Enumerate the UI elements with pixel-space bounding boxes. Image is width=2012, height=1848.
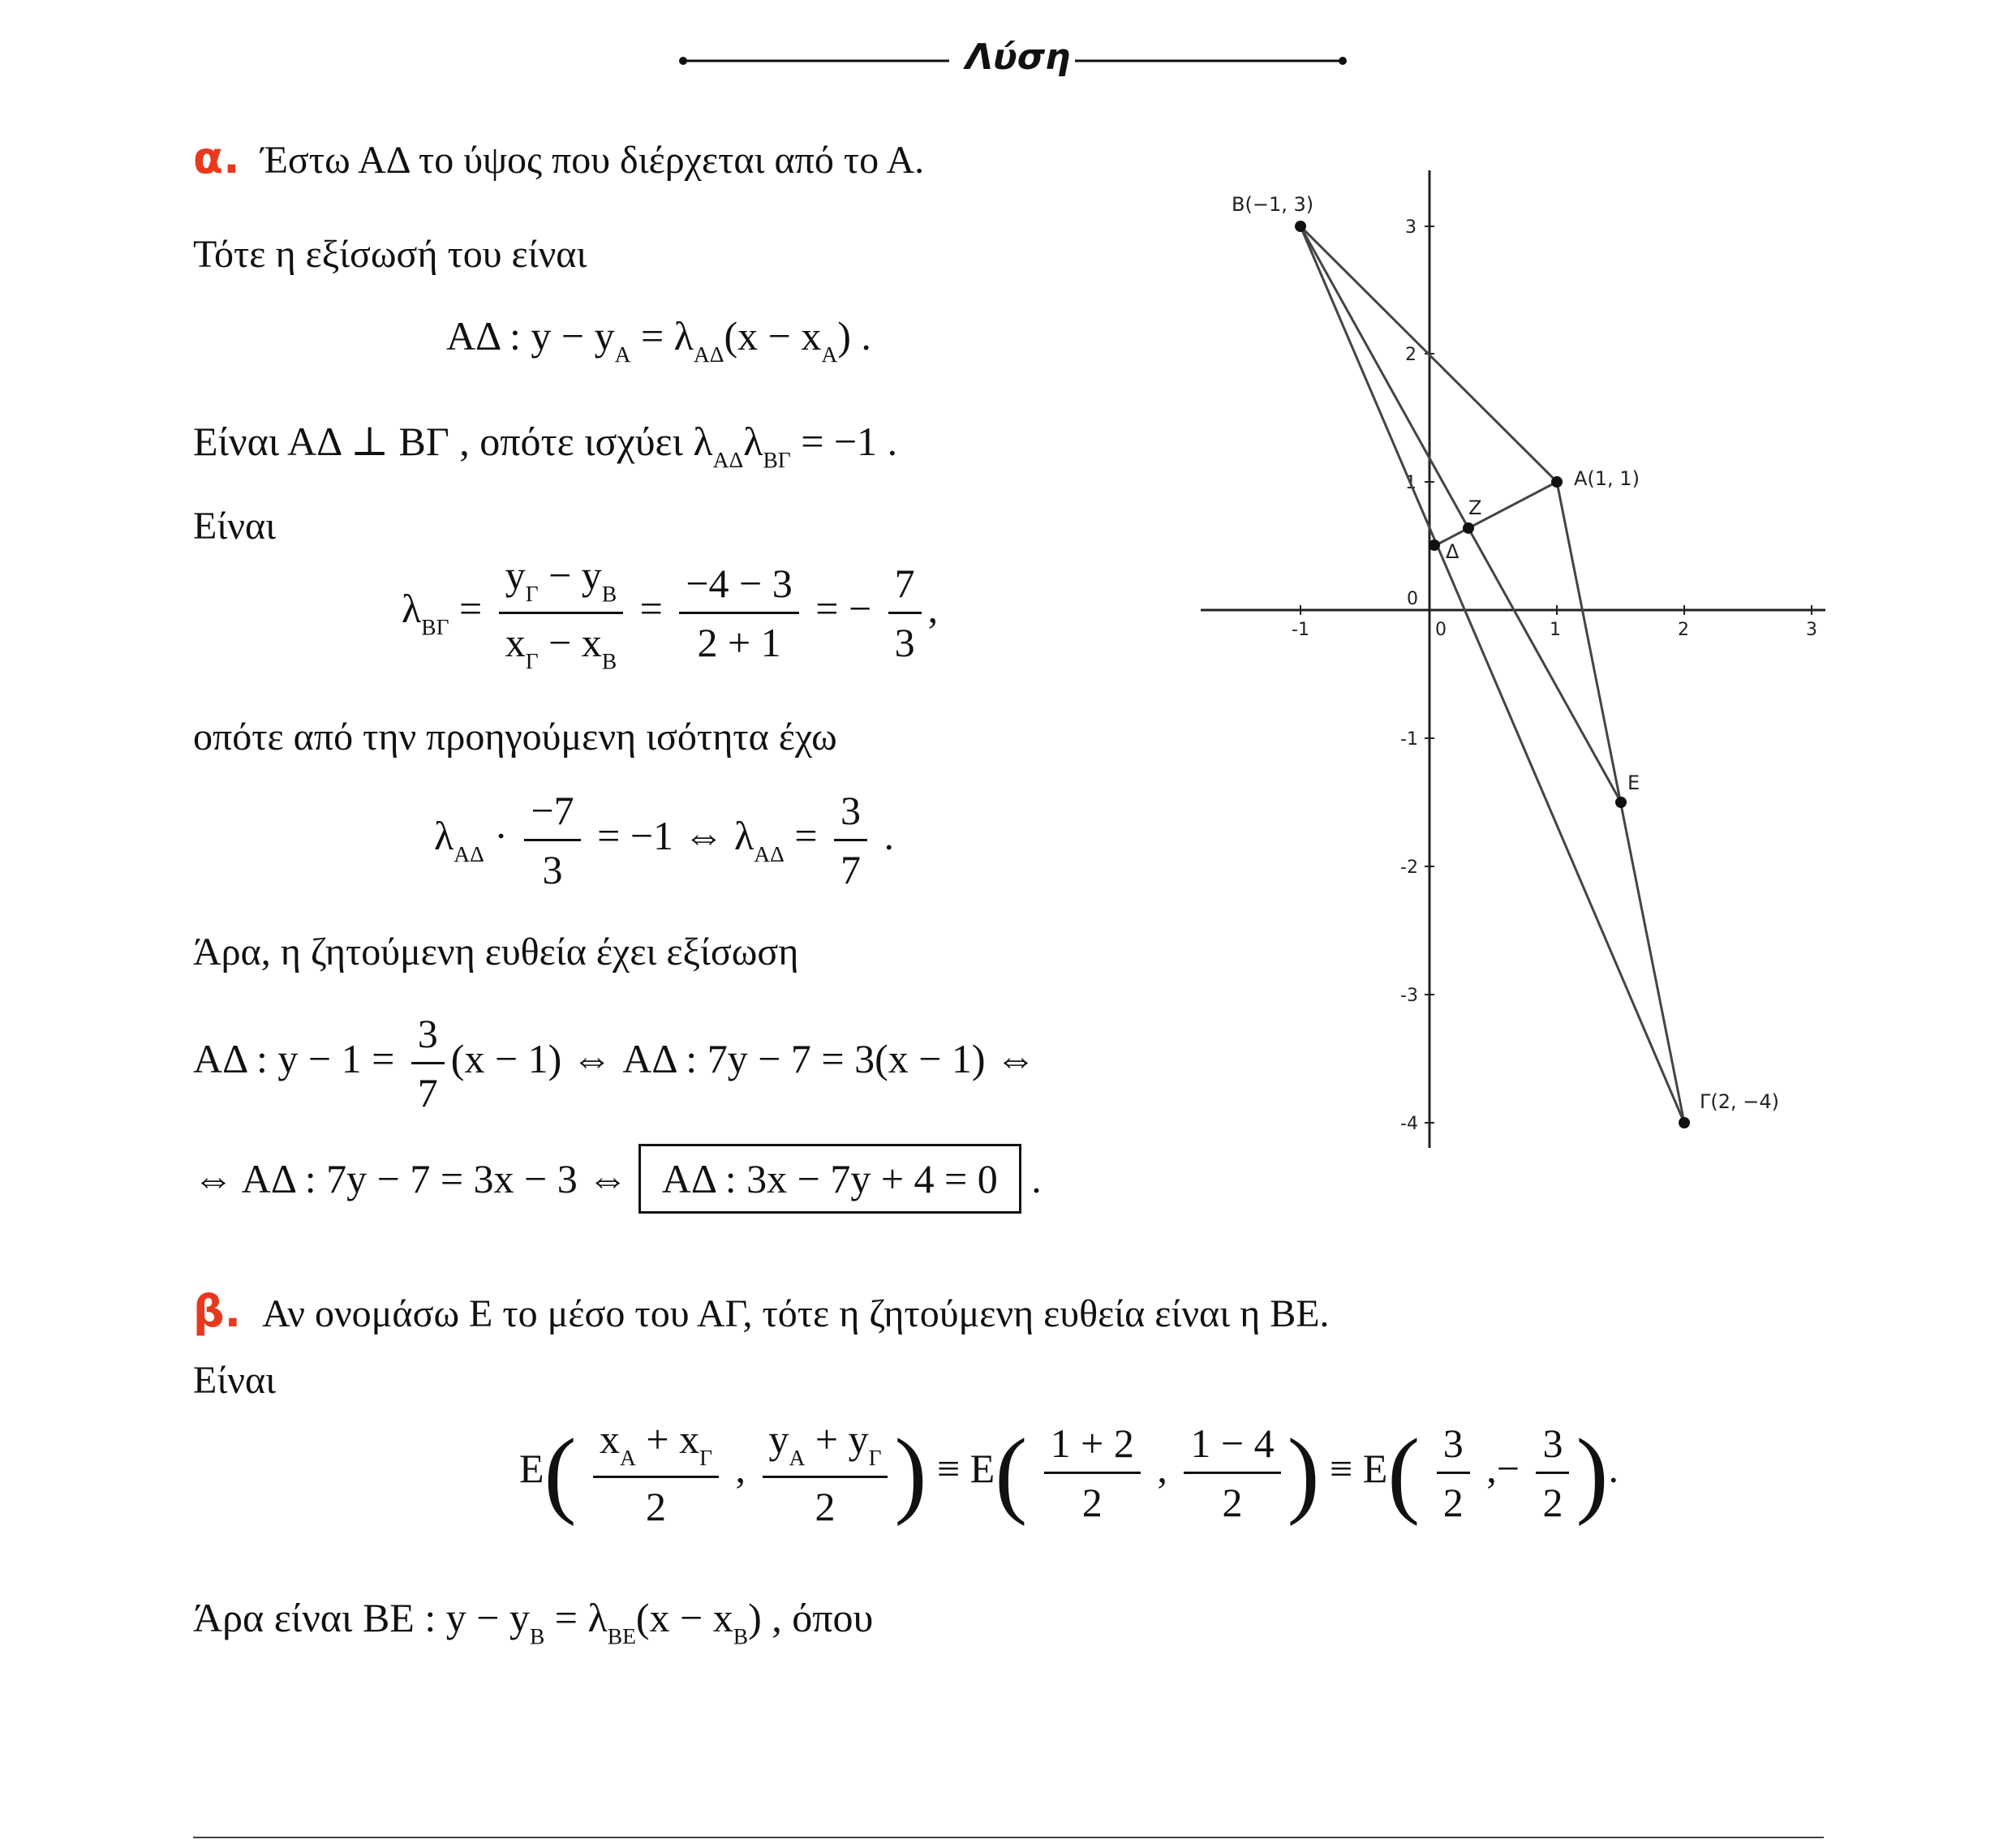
- frac-num: 7: [888, 560, 922, 614]
- point-B: [1295, 221, 1306, 232]
- eq-sub: ΑΔ: [454, 841, 484, 867]
- y-tick-label: 3: [1405, 217, 1417, 238]
- part-a-intro: Έστω ΑΔ το ύψος που διέρχεται από το Α.: [260, 139, 925, 182]
- eq-text: y: [505, 552, 526, 598]
- eq-text: (x − 1) ⇔ ΑΔ : 7y − 7 = 3(x − 1) ⇔: [450, 1035, 1037, 1081]
- eq-text: .: [1608, 1446, 1619, 1492]
- point-label-G: Γ(2, −4): [1700, 1090, 1780, 1113]
- eq-text: =: [784, 812, 828, 858]
- part-a-label: α.: [193, 132, 240, 183]
- eq-sub: ΑΔ: [712, 447, 744, 473]
- eq-text: Είναι ΑΔ ⊥ ΒΓ , οπότε ισχύει λ: [193, 419, 713, 464]
- eq-sub: Α: [821, 342, 838, 367]
- eq-text: ⇔ ΑΔ : 7y − 7 = 3x − 3 ⇔: [193, 1156, 629, 1201]
- point-label-D: Δ: [1446, 540, 1460, 563]
- eq-text: ,: [725, 1446, 756, 1492]
- eq-sub: ΑΔ: [693, 342, 724, 367]
- frac-den: 2: [1222, 1480, 1243, 1526]
- point-Z: [1463, 522, 1474, 534]
- x-tick-label: 0: [1435, 620, 1447, 640]
- eq-sub: Γ: [699, 1445, 712, 1471]
- eq-text: = −: [815, 586, 872, 632]
- frac-num: 3: [834, 787, 867, 841]
- eq-text: (x − x: [724, 313, 822, 359]
- y-tick-label: -4: [1400, 1114, 1418, 1134]
- segment-BE: [1300, 226, 1621, 802]
- frac-num: 3: [1437, 1420, 1470, 1474]
- point-D: [1429, 539, 1440, 551]
- frac-den: 3: [542, 847, 563, 892]
- eq-text: ) , όπου: [748, 1595, 874, 1640]
- eq-text: x: [505, 620, 526, 666]
- eq-text: = −1 .: [790, 419, 898, 464]
- paren-right: ): [894, 1418, 927, 1527]
- eq-sub: ΒΓ: [421, 614, 449, 640]
- eq-text: ≡ Ε: [926, 1446, 995, 1492]
- y-tick-label: 2: [1405, 345, 1417, 365]
- eq-sub: Α: [614, 342, 631, 367]
- eq-text: ≡ Ε: [1319, 1446, 1388, 1492]
- part-a-line2: Τότε η εξίσωσή του είναι: [193, 233, 587, 276]
- eq-text: λ: [743, 419, 763, 464]
- x-tick-label: 2: [1678, 620, 1689, 640]
- x-tick-label: 3: [1806, 620, 1817, 640]
- eq-text: = λ: [544, 1595, 608, 1640]
- eq-text: ,: [1146, 1446, 1178, 1492]
- point-label-Z: Ζ: [1468, 496, 1482, 519]
- eq-text: − y: [538, 552, 602, 598]
- eq-text: ΑΔ : y − 1 =: [193, 1035, 405, 1081]
- boxed-result: ΑΔ : 3x − 7y + 4 = 0: [638, 1144, 1021, 1214]
- y-tick-label: -1: [1400, 729, 1418, 750]
- x-tick-label: 1: [1550, 620, 1561, 640]
- frac-den: 2 + 1: [697, 620, 781, 666]
- eq-text: λ: [434, 812, 454, 858]
- frac-den: 3: [894, 620, 915, 666]
- eq-sub: ΒΓ: [763, 447, 791, 473]
- eq-sub: ΒΕ: [607, 1623, 636, 1649]
- frac-den: 2: [1442, 1480, 1464, 1526]
- point-label-B: Β(−1, 3): [1232, 193, 1314, 216]
- frac-num: −4 − 3: [679, 560, 798, 614]
- y-tick-label: -3: [1400, 986, 1418, 1006]
- eq-text: ) .: [837, 313, 871, 359]
- eq-text: .: [874, 812, 895, 858]
- eq-text: = λ: [630, 313, 694, 359]
- eq-text: (x − x: [635, 1595, 733, 1640]
- eq-sub: Γ: [525, 648, 539, 674]
- frac-num: 3: [411, 1010, 445, 1064]
- frac-den: 2: [646, 1484, 666, 1530]
- paren-left: (: [1387, 1418, 1421, 1527]
- part-b-label: β.: [193, 1286, 242, 1337]
- point-A: [1551, 476, 1563, 488]
- eq-text: ΑΔ : y − y: [446, 313, 615, 359]
- eq-sub: Β: [601, 581, 617, 607]
- eq-text: λ: [402, 586, 422, 632]
- frac-den: 2: [1542, 1480, 1563, 1526]
- segment-AD: [1434, 482, 1557, 546]
- point-label-E: Ε: [1627, 771, 1640, 794]
- eq-text: − x: [538, 620, 602, 666]
- part-b-intro: Αν ονομάσω Ε το μέσο του ΑΓ, τότε η ζητούμενη ευθεία είναι η ΒΕ.: [262, 1292, 1330, 1335]
- eq-text: ,: [927, 586, 939, 632]
- eq-text: Ε: [519, 1446, 544, 1492]
- paren-left: (: [544, 1418, 577, 1527]
- eq-text: =: [459, 586, 483, 632]
- frac-den: 2: [815, 1484, 836, 1530]
- eq-text: + y: [805, 1416, 869, 1462]
- eq-text: = −1 ⇔ λ: [597, 812, 754, 858]
- paren-left: (: [995, 1418, 1028, 1527]
- frac-num: −7: [524, 787, 580, 841]
- eq-text: =: [639, 586, 663, 632]
- y-tick-label: 1: [1405, 473, 1417, 493]
- frac-den: 7: [417, 1070, 438, 1115]
- eq-text: ,−: [1476, 1446, 1520, 1492]
- eq-sub: Γ: [868, 1445, 882, 1471]
- eq-text: x: [600, 1416, 621, 1462]
- part-a-line6: Άρα, η ζητούμενη ευθεία έχει εξίσωση: [193, 930, 799, 973]
- eq-text: .: [1031, 1156, 1042, 1201]
- frac-num: 3: [1536, 1420, 1569, 1474]
- eq-sub: Β: [529, 1623, 545, 1649]
- frac-num: 1 − 4: [1184, 1420, 1280, 1474]
- frac-num: 1 + 2: [1044, 1420, 1141, 1474]
- frac-den: 2: [1081, 1480, 1103, 1526]
- eq-text: y: [768, 1416, 789, 1462]
- point-G: [1679, 1117, 1690, 1128]
- x-tick-label: -1: [1292, 620, 1309, 640]
- y-tick-label: 0: [1407, 589, 1418, 609]
- paren-right: ): [1287, 1418, 1320, 1527]
- eq-sub: Α: [789, 1445, 806, 1471]
- point-E: [1615, 797, 1627, 808]
- eq-sub: Α: [620, 1445, 636, 1471]
- eq-sub: Β: [601, 648, 617, 674]
- paren-right: ): [1576, 1418, 1609, 1527]
- part-a-line5: οπότε από την προηγούμενη ισότητα έχω: [193, 716, 837, 759]
- y-tick-label: -2: [1400, 857, 1418, 878]
- part-b-line2: Είναι: [193, 1359, 276, 1402]
- eq-sub: ΑΔ: [754, 841, 785, 867]
- point-label-A: Α(1, 1): [1574, 467, 1640, 490]
- frac-den: 7: [840, 847, 862, 892]
- eq-text: ·: [484, 812, 518, 858]
- eq-sub: Γ: [525, 581, 539, 607]
- eq-text: + x: [635, 1416, 700, 1462]
- part-a-line4: Είναι: [193, 505, 276, 548]
- eq-text: Άρα είναι ΒΕ : y − y: [193, 1595, 530, 1640]
- page-title: Λύση: [965, 37, 1071, 78]
- eq-sub: Β: [733, 1623, 749, 1649]
- segment-BG: [1300, 226, 1684, 1123]
